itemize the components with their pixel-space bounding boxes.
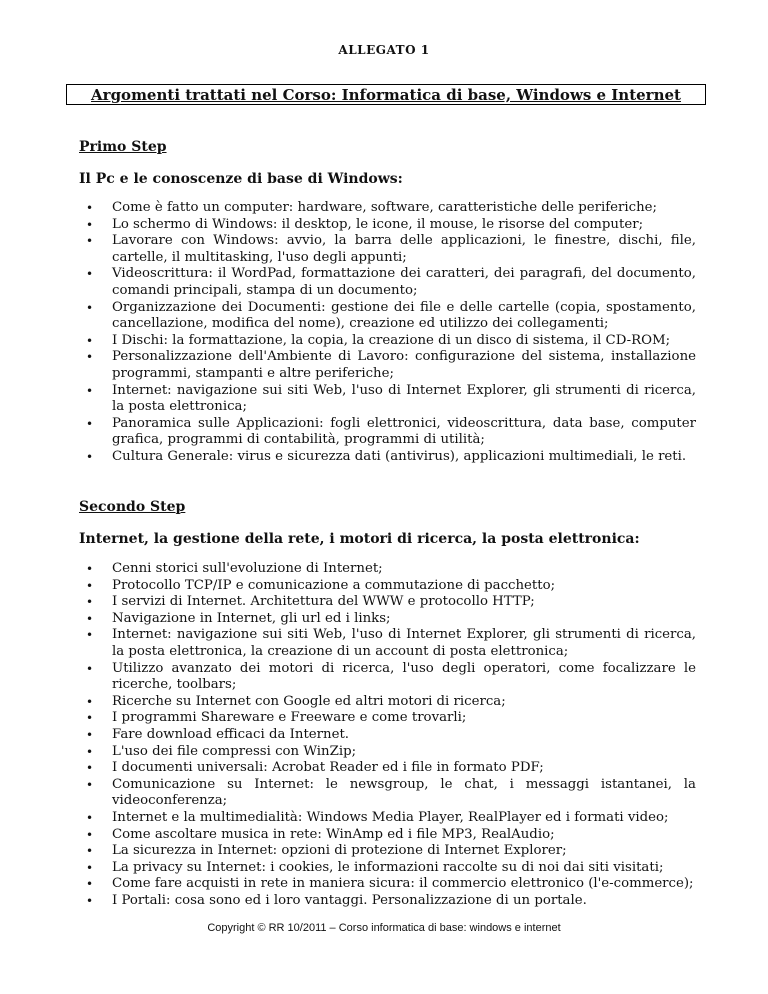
step-2-title: Secondo Step [79, 499, 186, 515]
list-item: • Videoscrittura: il WordPad, formattazione dei caratteri, dei paragrafi, del documento, comandi principali, stampa di un documento; [112, 266, 696, 299]
list-item: • La sicurezza in Internet: opzioni di protezione di Internet Explorer; [112, 843, 696, 860]
list-item: • Organizzazione dei Documenti: gestione dei file e delle cartelle (copia, spostamento, cancellazione, modifica del nome), creazione ed utilizzo dei collegamenti; [112, 300, 696, 333]
step-2-topic-list [112, 561, 696, 909]
list-item: • Cenni storici sull'evoluzione di Internet; [112, 561, 696, 578]
list-item: • Comunicazione su Internet: le newsgroup, le chat, i messaggi istantanei, la videoconferenza; [112, 777, 696, 810]
list-item: • Come fare acquisti in rete in maniera sicura: il commercio elettronico (l'e-commerce); [112, 876, 696, 893]
page-footer-copyright: Copyright © RR 10/2011 – Corso informatica di base: windows e internet [207, 922, 561, 934]
list-item: • Internet: navigazione sui siti Web, l'uso di Internet Explorer, gli strumenti di ricerca, la posta elettronica; [112, 383, 696, 416]
list-item: • Panoramica sulle Applicazioni: fogli elettronici, videoscrittura, data base, computer grafica, programmi di contabilità, programmi di utilità; [112, 416, 696, 449]
list-item: • L'uso dei file compressi con WinZip; [112, 744, 696, 761]
step-1-subtitle: Il Pc e le conoscenze di base di Windows: [79, 171, 403, 187]
list-item: • Protocollo TCP/IP e comunicazione a commutazione di pacchetto; [112, 578, 696, 595]
list-item: • Personalizzazione dell'Ambiente di Lavoro: configurazione del sistema, installazione programmi, stampanti e altre periferiche; [112, 349, 696, 382]
list-item: • Come ascoltare musica in rete: WinAmp ed i file MP3, RealAudio; [112, 827, 696, 844]
step-2-subtitle: Internet, la gestione della rete, i motori di ricerca, la posta elettronica: [79, 531, 640, 547]
list-item: • Ricerche su Internet con Google ed altri motori di ricerca; [112, 694, 696, 711]
step-1-topic-list [112, 200, 696, 466]
list-item: • I servizi di Internet. Architettura del WWW e protocollo HTTP; [112, 594, 696, 611]
list-item: • Utilizzo avanzato dei motori di ricerca, l'uso degli operatori, come focalizzare le ricerche, toolbars; [112, 661, 696, 694]
list-item: • I documenti universali: Acrobat Reader ed i file in formato PDF; [112, 760, 696, 777]
list-item: • Lo schermo di Windows: il desktop, le icone, il mouse, le risorse del computer; [112, 217, 696, 234]
document-header-label: ALLEGATO 1 [338, 43, 430, 57]
list-item: • Cultura Generale: virus e sicurezza dati (antivirus), applicazioni multimediali, le reti. [112, 449, 696, 466]
list-item: • La privacy su Internet: i cookies, le informazioni raccolte su di noi dai siti visitati; [112, 860, 696, 877]
list-item: • Come è fatto un computer: hardware, software, caratteristiche delle periferiche; [112, 200, 696, 217]
list-item: • Navigazione in Internet, gli url ed i links; [112, 611, 696, 628]
list-item: • Internet e la multimedialità: Windows Media Player, RealPlayer ed i formati video; [112, 810, 696, 827]
list-item: • Lavorare con Windows: avvio, la barra delle applicazioni, le finestre, dischi, file, cartelle, il multitasking, l'uso degli appunti; [112, 233, 696, 266]
list-item: • I programmi Shareware e Freeware e come trovarli; [112, 710, 696, 727]
list-item: • Internet: navigazione sui siti Web, l'uso di Internet Explorer, gli strumenti di ricerca, la posta elettronica, la creazione di un account di posta elettronica; [112, 627, 696, 660]
list-item: • Fare download efficaci da Internet. [112, 727, 696, 744]
document-title: Argomenti trattati nel Corso: Informatica di base, Windows e Internet [66, 84, 706, 105]
list-item: • I Portali: cosa sono ed i loro vantaggi. Personalizzazione di un portale. [112, 893, 696, 910]
step-1-title: Primo Step [79, 139, 167, 155]
list-item: • I Dischi: la formattazione, la copia, la creazione di un disco di sistema, il CD-ROM; [112, 333, 696, 350]
